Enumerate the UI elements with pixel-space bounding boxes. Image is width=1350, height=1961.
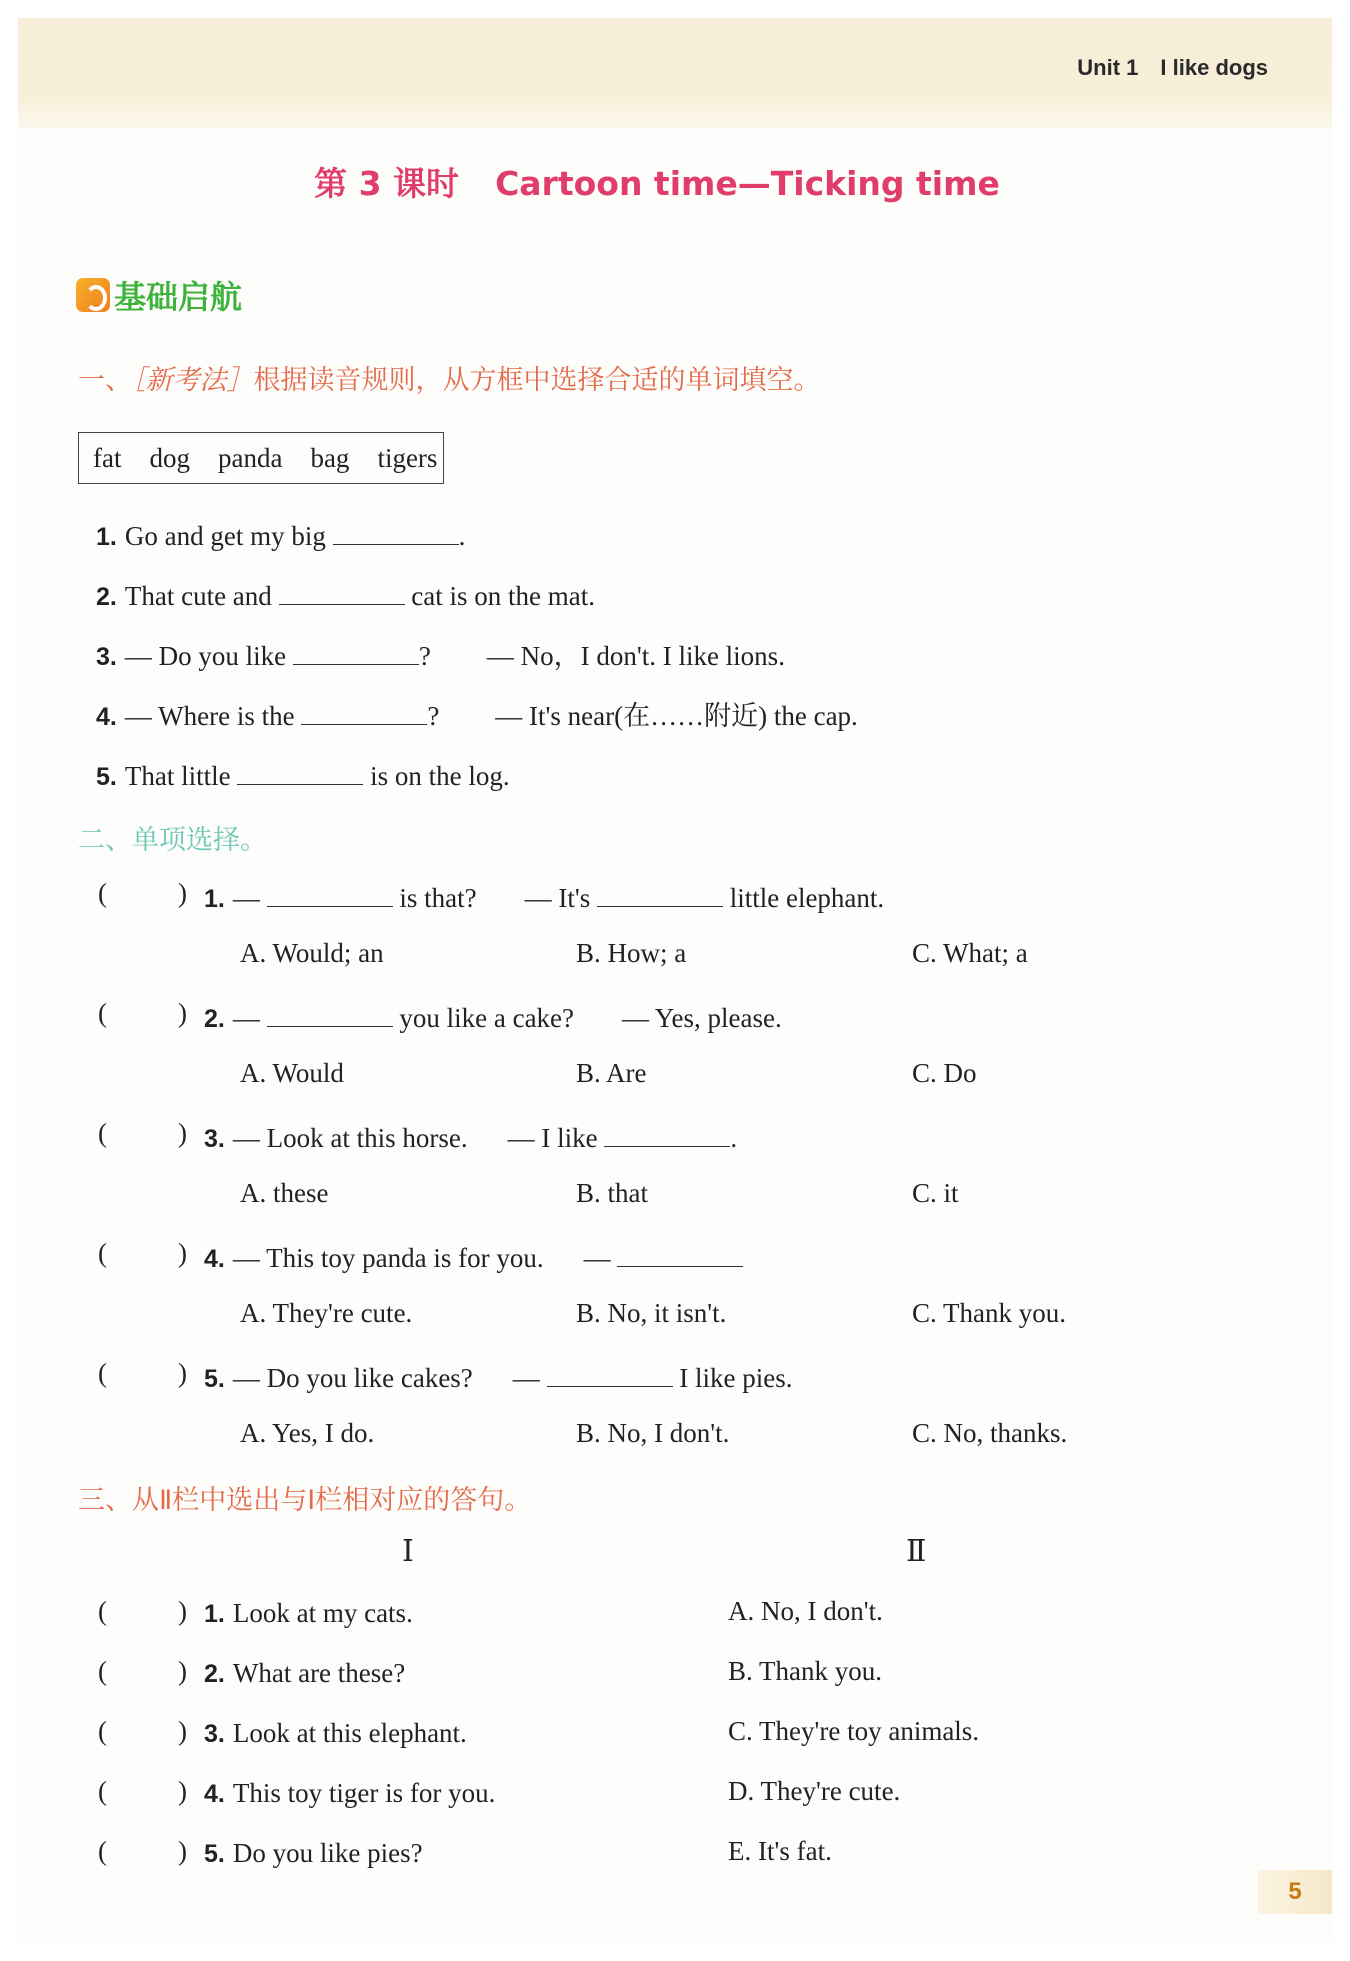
item-number: 4. bbox=[96, 703, 117, 731]
item-number: 2. bbox=[96, 583, 117, 611]
mc-question-5 bbox=[204, 1358, 793, 1396]
item-number: 2. bbox=[204, 1660, 225, 1688]
answer-paren-open: ( bbox=[98, 1238, 107, 1268]
question-text: you like a cake? bbox=[399, 1003, 575, 1033]
option-a: A. They're cute. bbox=[240, 1298, 413, 1328]
word-option: fat bbox=[93, 442, 122, 473]
question-text: — It's bbox=[524, 883, 591, 913]
question-number: 2. bbox=[204, 1005, 225, 1033]
question-text: — Yes, please. bbox=[622, 1003, 782, 1033]
answer-paren-close: ) bbox=[178, 878, 187, 908]
mc-question-2 bbox=[204, 998, 782, 1036]
option-c: C. Do bbox=[912, 1058, 977, 1088]
match-right-c: C. They're toy animals. bbox=[728, 1716, 980, 1746]
option-c: C. No, thanks. bbox=[912, 1418, 1068, 1448]
item-text: What are these? bbox=[232, 1658, 406, 1688]
answer-paren-close: ) bbox=[178, 1596, 187, 1626]
unit-label: Unit 1 bbox=[1077, 55, 1139, 80]
answer-paren-close: ) bbox=[178, 1656, 187, 1686]
item-number: 1. bbox=[204, 1600, 225, 1628]
mc-question-3 bbox=[204, 1118, 737, 1156]
question-number: 3. bbox=[204, 1125, 225, 1153]
match-left-2 bbox=[204, 1656, 405, 1691]
answer-paren-open: ( bbox=[98, 1656, 107, 1686]
fill-item-4 bbox=[96, 696, 858, 734]
question-number: 4. bbox=[204, 1245, 225, 1273]
item-text: ? bbox=[418, 641, 431, 671]
option-a: A. Yes, I do. bbox=[240, 1418, 375, 1448]
mc-question-1 bbox=[204, 878, 884, 916]
section-heading bbox=[76, 272, 242, 318]
column-1-header: Ⅰ bbox=[402, 1535, 414, 1568]
question-text: — Look at this horse. bbox=[232, 1123, 468, 1153]
column-2-header: Ⅱ bbox=[906, 1535, 927, 1568]
answer-paren-open: ( bbox=[98, 1776, 107, 1806]
answer-paren-open: ( bbox=[98, 998, 107, 1028]
question-text: . bbox=[730, 1123, 738, 1153]
question-text: — This toy panda is for you. bbox=[232, 1243, 544, 1273]
answer-blank[interactable] bbox=[267, 878, 393, 907]
anchor-icon bbox=[76, 278, 110, 312]
new-method-tag: ［新考法］ bbox=[132, 365, 254, 396]
item-text: . bbox=[458, 521, 466, 551]
answer-paren-open: ( bbox=[98, 1118, 107, 1148]
question-text: — I like bbox=[507, 1123, 598, 1153]
match-left-4 bbox=[204, 1776, 495, 1811]
option-c: C. it bbox=[912, 1178, 959, 1208]
word-option: dog bbox=[149, 442, 190, 473]
answer-paren-close: ) bbox=[178, 1716, 187, 1746]
option-a: A. Would; an bbox=[240, 938, 384, 968]
item-number: 1. bbox=[96, 523, 117, 551]
answer-paren-close: ) bbox=[178, 1358, 187, 1388]
option-b: B. No, it isn't. bbox=[576, 1298, 727, 1328]
question-text: is that? bbox=[399, 883, 477, 913]
part2-instruction: 二、单项选择。 bbox=[78, 825, 267, 856]
item-reply: — It's near(在……附近) the cap. bbox=[495, 701, 858, 731]
item-text: Do you like pies? bbox=[232, 1838, 423, 1868]
lesson-title bbox=[0, 158, 1332, 205]
item-text: Look at this elephant. bbox=[232, 1718, 467, 1748]
question-text: — bbox=[512, 1363, 540, 1393]
mc-question-4 bbox=[204, 1238, 743, 1276]
answer-blank[interactable] bbox=[547, 1358, 673, 1387]
option-b: B. How; a bbox=[576, 938, 687, 968]
match-left-3 bbox=[204, 1716, 467, 1751]
option-c: C. What; a bbox=[912, 938, 1028, 968]
word-option: panda bbox=[217, 442, 283, 473]
option-b: B. that bbox=[576, 1178, 648, 1208]
question-number: 5. bbox=[204, 1365, 225, 1393]
match-left-1 bbox=[204, 1596, 413, 1631]
word-box bbox=[78, 432, 444, 484]
running-header bbox=[1077, 55, 1268, 81]
answer-paren-close: ) bbox=[178, 1238, 187, 1268]
word-option: tigers bbox=[377, 442, 438, 473]
answer-blank[interactable] bbox=[293, 636, 419, 665]
match-right-b: B. Thank you. bbox=[728, 1656, 882, 1686]
answer-blank[interactable] bbox=[237, 756, 363, 785]
item-text: — Do you like bbox=[124, 641, 287, 671]
item-reply: — No，I don't. I like lions. bbox=[486, 641, 785, 671]
question-text: — bbox=[583, 1243, 611, 1273]
fill-item-3 bbox=[96, 636, 785, 674]
answer-paren-close: ) bbox=[178, 1836, 187, 1866]
answer-paren-close: ) bbox=[178, 1118, 187, 1148]
item-text: Look at my cats. bbox=[232, 1598, 413, 1628]
fill-item-5 bbox=[96, 756, 510, 794]
option-a: A. Would bbox=[240, 1058, 344, 1088]
answer-blank[interactable] bbox=[279, 576, 405, 605]
item-text: This toy tiger is for you. bbox=[232, 1778, 496, 1808]
option-b: B. No, I don't. bbox=[576, 1418, 730, 1448]
item-number: 5. bbox=[96, 763, 117, 791]
item-text: Go and get my big bbox=[124, 521, 326, 551]
answer-paren-open: ( bbox=[98, 1358, 107, 1388]
answer-blank[interactable] bbox=[597, 878, 723, 907]
question-text: little elephant. bbox=[729, 883, 885, 913]
option-c: C. Thank you. bbox=[912, 1298, 1066, 1328]
part1-label: 一、 bbox=[78, 365, 132, 396]
answer-blank[interactable] bbox=[301, 696, 427, 725]
option-a: A. these bbox=[240, 1178, 329, 1208]
question-text: — bbox=[232, 883, 260, 913]
item-number: 4. bbox=[204, 1780, 225, 1808]
item-number: 5. bbox=[204, 1840, 225, 1868]
answer-paren-open: ( bbox=[98, 1596, 107, 1626]
page-number: 5 bbox=[1258, 1870, 1332, 1914]
item-text: is on the log. bbox=[370, 761, 510, 791]
question-text: — bbox=[232, 1003, 260, 1033]
question-text: — Do you like cakes? bbox=[232, 1363, 473, 1393]
answer-blank[interactable] bbox=[267, 998, 393, 1027]
question-text: I like pies. bbox=[679, 1363, 793, 1393]
match-left-5 bbox=[204, 1836, 423, 1871]
answer-paren-close: ) bbox=[178, 1776, 187, 1806]
unit-title: I like dogs bbox=[1160, 55, 1268, 80]
part1-text: 根据读音规则，从方框中选择合适的单词填空。 bbox=[253, 365, 821, 396]
question-number: 1. bbox=[204, 885, 225, 913]
answer-blank[interactable] bbox=[604, 1118, 730, 1147]
answer-paren-open: ( bbox=[98, 1716, 107, 1746]
answer-paren-open: ( bbox=[98, 1836, 107, 1866]
section-title: 基础启航 bbox=[114, 278, 243, 316]
part3-instruction: 三、从Ⅱ栏中选出与Ⅰ栏相对应的答句。 bbox=[78, 1485, 532, 1516]
item-number: 3. bbox=[96, 643, 117, 671]
answer-paren-close: ) bbox=[178, 998, 187, 1028]
answer-paren-open: ( bbox=[98, 878, 107, 908]
match-right-a: A. No, I don't. bbox=[728, 1596, 883, 1626]
lesson-topic: Cartoon time—Ticking time bbox=[495, 164, 1000, 203]
item-text: — Where is the bbox=[124, 701, 295, 731]
fill-item-1 bbox=[96, 516, 465, 554]
match-right-d: D. They're cute. bbox=[728, 1776, 901, 1806]
item-text: ? bbox=[427, 701, 440, 731]
answer-blank[interactable] bbox=[617, 1238, 743, 1267]
item-number: 3. bbox=[204, 1720, 225, 1748]
lesson-number: 第 3 课时 bbox=[314, 164, 460, 203]
part1-instruction bbox=[78, 358, 821, 397]
option-b: B. Are bbox=[576, 1058, 647, 1088]
answer-blank[interactable] bbox=[333, 516, 459, 545]
item-text: cat is on the mat. bbox=[411, 581, 595, 611]
fill-item-2 bbox=[96, 576, 595, 614]
item-text: That little bbox=[124, 761, 231, 791]
item-text: That cute and bbox=[124, 581, 272, 611]
match-right-e: E. It's fat. bbox=[728, 1836, 832, 1866]
word-option: bag bbox=[310, 442, 350, 473]
